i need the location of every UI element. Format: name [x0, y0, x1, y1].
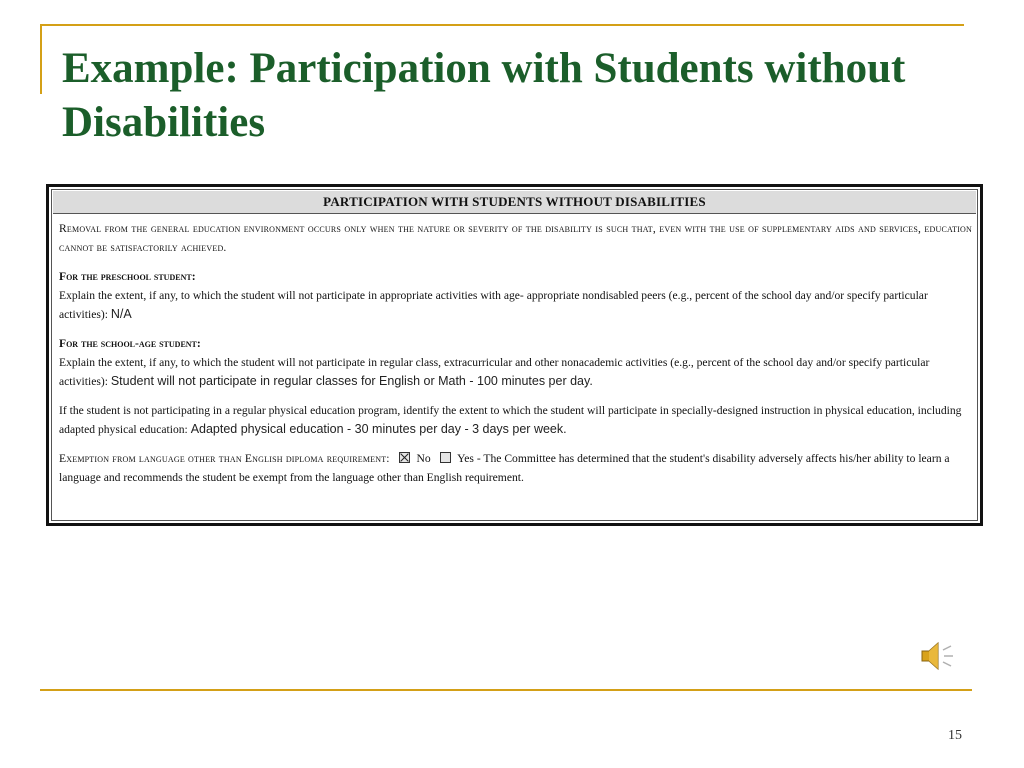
- exemption-yes-checkbox[interactable]: [440, 452, 451, 463]
- school-age-answer-field[interactable]: Student will not participate in regular classes for English or Math - 100 minutes per day.: [110, 374, 593, 388]
- exemption-no-label: No: [416, 452, 431, 465]
- form-body: [59, 219, 972, 491]
- participation-form: [46, 184, 983, 526]
- form-header: PARTICIPATION WITH STUDENTS WITHOUT DISABILITIES: [53, 191, 976, 214]
- school-age-prompt-block: [59, 353, 972, 391]
- school-age-prompt: Explain the extent, if any, to which the student will not participate in regular class, extracurricular and other nonacademic activities (e.g., percent of the school day and/or specify particular activities):: [59, 356, 930, 388]
- preschool-heading: For the preschool student:: [59, 270, 196, 283]
- exemption-no-checkbox[interactable]: [399, 452, 410, 463]
- phys-ed-answer-field[interactable]: Adapted physical education - 30 minutes per day - 3 days per week.: [190, 422, 567, 436]
- preschool-prompt: Explain the extent, if any, to which the student will not participate in appropriate activities with age- appropriate nondisabled peers (e.g., percent of the school day and/or specify particular activities):: [59, 289, 928, 321]
- preschool-prompt-block: [59, 286, 972, 324]
- school-age-section: [59, 334, 972, 391]
- slide-title: Example: Participation with Students without Disabilities: [62, 45, 906, 146]
- school-age-heading: For the school-age student:: [59, 337, 201, 350]
- exemption-label: Exemption from language other than English diploma requirement:: [59, 452, 390, 465]
- preschool-section: [59, 267, 972, 324]
- speaker-icon[interactable]: [918, 638, 958, 674]
- frame-top-line: [40, 24, 964, 26]
- phys-ed-prompt: If the student is not participating in a regular physical education program, identify the extent to which the student will participate in specially-designed instruction in physical education, including adapted physical education:: [59, 404, 962, 436]
- phys-ed-section: [59, 401, 972, 439]
- removal-statement: Removal from the general education environment occurs only when the nature or severity of the disability is such that, even with the use of supplementary aids and services, education cannot be satisfactorily achieved.: [59, 222, 972, 254]
- preschool-answer-field[interactable]: N/A: [110, 307, 132, 321]
- frame-bottom-line: [40, 689, 972, 691]
- page-number: 15: [948, 728, 962, 743]
- exemption-section: [59, 449, 972, 487]
- frame-left-line: [40, 24, 42, 94]
- exemption-yes-label: Yes - The Committee has determined that the student's disability adversely affects his/her ability to learn a language and recommends the student be exempt from the language other than English requirement.: [59, 452, 950, 484]
